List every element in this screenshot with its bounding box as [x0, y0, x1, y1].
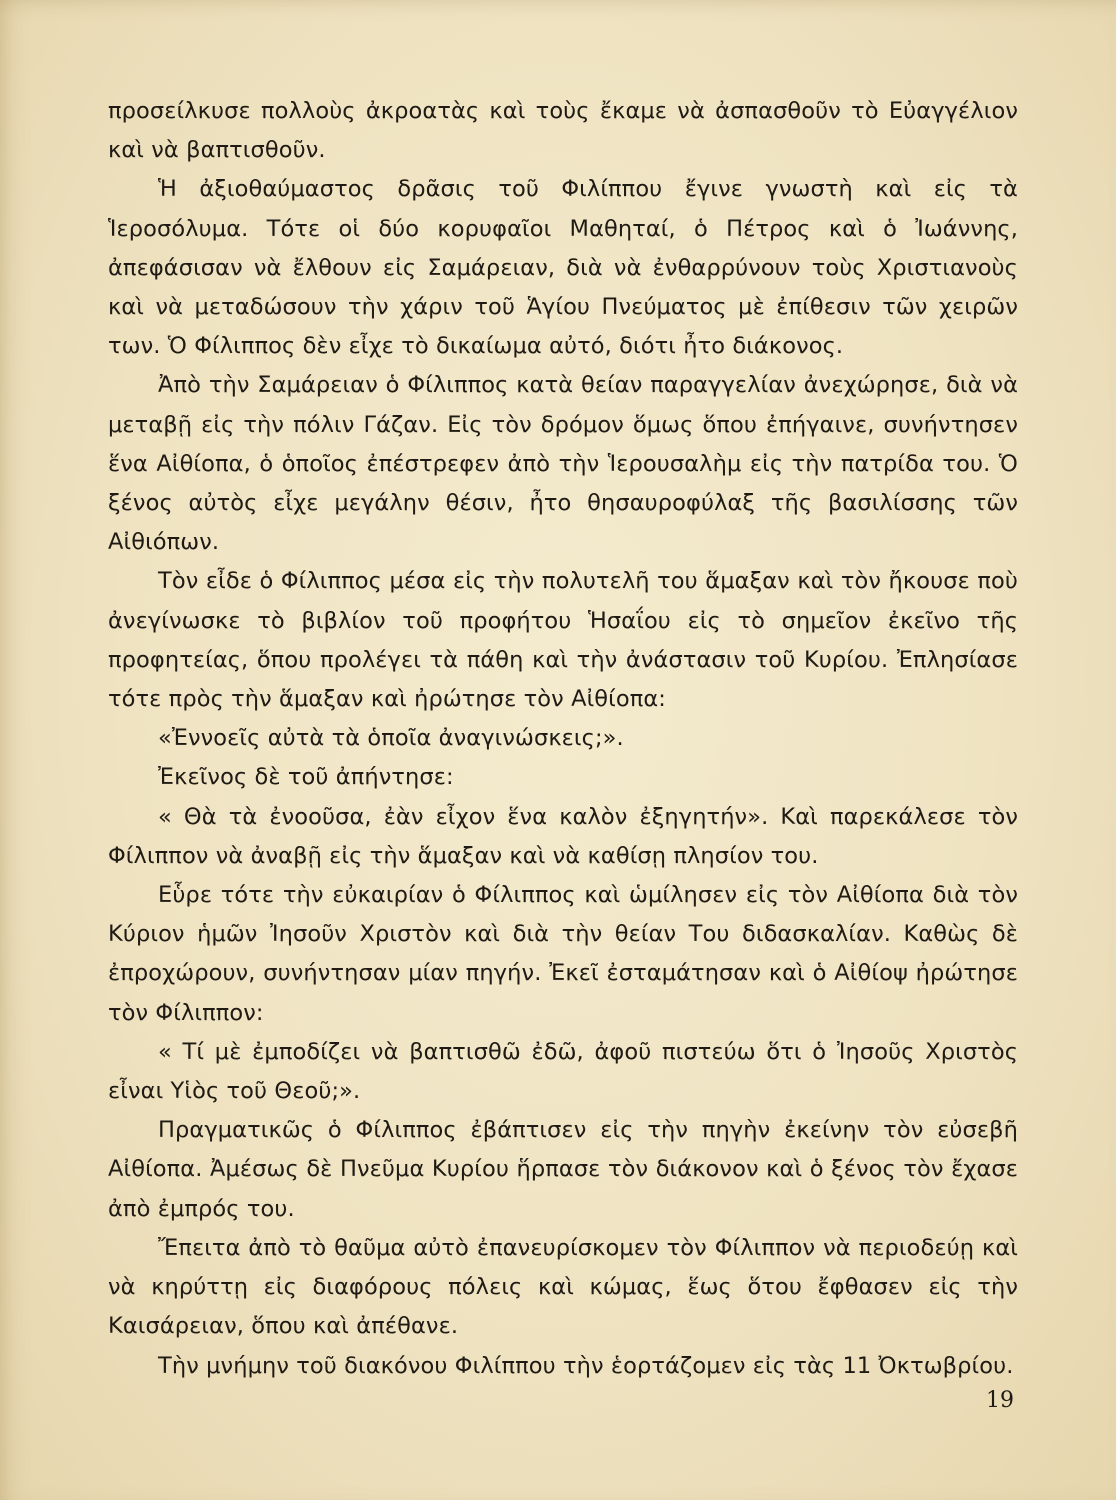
- paragraph-9: « Τί μὲ ἐμποδίζει νὰ βαπτισθῶ ἐδῶ, ἀφοῦ πιστεύω ὅτι ὁ Ἰησοῦς Χριστὸς εἶναι Υἱὸς τοῦ Θεοῦ;».: [108, 1038, 1018, 1105]
- paragraph-3: Ἀπὸ τὴν Σαμάρειαν ὁ Φίλιππος κατὰ θείαν παραγγελίαν ἀνεχώρησε, διὰ νὰ μεταβῇ εἰς τὴν πόλιν Γάζαν. Εἰς τὸν δρόμον ὅμως ὅπου ἐπήγαινε, συνήντησεν ἕνα Αἰθίοπα, ὁ ὁποῖος ἐπέστρεφεν ἀπὸ τὴν Ἱερουσαλὴμ εἰς τὴν πατρίδα του. Ὁ ξένος αὐτὸς εἶχε μεγάλην θέσιν, ἦτο θησαυροφύλαξ τῆς βασιλίσσης τῶν Αἰθιόπων.: [108, 372, 1018, 556]
- body-text: [108, 92, 1018, 1386]
- paragraph-1: προσείλκυσε πολλοὺς ἀκροατὰς καὶ τοὺς ἔκαμε νὰ ἀσπασθοῦν τὸ Εὐαγγέλιον καὶ νὰ βαπτισθοῦν.: [108, 98, 1018, 164]
- paragraph-10: Πραγματικῶς ὁ Φίλιππος ἐβάπτισεν εἰς τὴν πηγὴν ἐκείνην τὸν εὐσεβῆ Αἰθίοπα. Ἀμέσως δὲ Πνεῦμα Κυρίου ἥρπασε τὸν διάκονον καὶ ὁ ξένος τὸν ἔχασε ἀπὸ ἐμπρός του.: [108, 1117, 1018, 1222]
- paragraph-12: Τὴν μνήμην τοῦ διακόνου Φιλίππου τὴν ἑορτάζομεν εἰς τὰς 11 Ὀκτωβρίου.: [158, 1352, 1014, 1379]
- paragraph-8: Εὗρε τότε τὴν εὐκαιρίαν ὁ Φίλιππος καὶ ὡμίλησεν εἰς τὸν Αἰθίοπα διὰ τὸν Κύριον ἡμῶν Ἰησοῦν Χριστὸν καὶ διὰ τὴν θείαν Του διδασκαλίαν. Καθὼς δὲ ἐπροχώρουν, συνήντησαν μίαν πηγήν. Ἐκεῖ ἐσταμάτησαν καὶ ὁ Αἰθίοψ ἠρώτησε τὸν Φίλιππον:: [108, 882, 1018, 1026]
- paragraph-7: « Θὰ τὰ ἐνοοῦσα, ἐὰν εἶχον ἕνα καλὸν ἐξηγητήν». Καὶ παρεκάλεσε τὸν Φίλιππον νὰ ἀναβῇ εἰς τὴν ἅμαξαν καὶ νὰ καθίσῃ πλησίον του.: [108, 803, 1018, 869]
- paragraph-4: Τὸν εἶδε ὁ Φίλιππος μέσα εἰς τὴν πολυτελῆ του ἅμαξαν καὶ τὸν ἤκουσε ποὺ ἀνεγίνωσκε τὸ βιβλίον τοῦ προφήτου Ἡσαΐου εἰς τὸ σημεῖον ἐκεῖνο τῆς προφητείας, ὅπου προλέγει τὰ πάθη καὶ τὴν ἀνάστασιν τοῦ Κυρίου. Ἐπλησίασε τότε πρὸς τὴν ἅμαξαν καὶ ἠρώτησε τὸν Αἰθίοπα:: [108, 568, 1018, 713]
- page-number: 19: [986, 1388, 1014, 1413]
- paragraph-6: Ἐκεῖνος δὲ τοῦ ἀπήντησε:: [158, 764, 454, 791]
- paragraph-5: «Ἐννοεῖς αὐτὰ τὰ ὁποῖα ἀναγινώσκεις;».: [158, 725, 624, 752]
- paragraph-2: Ἡ ἀξιοθαύμαστος δρᾶσις τοῦ Φιλίππου ἔγινε γνωστὴ καὶ εἰς τὰ Ἱεροσόλυμα. Τότε οἱ δύο κορυφαῖοι Μαθηταί, ὁ Πέτρος καὶ ὁ Ἰωάννης, ἀπεφάσισαν νὰ ἔλθουν εἰς Σαμάρειαν, διὰ νὰ ἐνθαρρύνουν τοὺς Χριστιανοὺς καὶ νὰ μεταδώσουν τὴν χάριν τοῦ Ἁγίου Πνεύματος μὲ ἐπίθεσιν τῶν χειρῶν των. Ὁ Φίλιππος δὲν εἶχε τὸ δικαίωμα αὐτό, διότι ἦτο διάκονος.: [108, 176, 1018, 360]
- paragraph-11: Ἔπειτα ἀπὸ τὸ θαῦμα αὐτὸ ἐπανευρίσκομεν τὸν Φίλιππον νὰ περιοδεύῃ καὶ νὰ κηρύττῃ εἰς διαφόρους πόλεις καὶ κώμας, ἕως ὅτου ἔφθασεν εἰς τὴν Καισάρειαν, ὅπου καὶ ἀπέθανε.: [108, 1234, 1018, 1340]
